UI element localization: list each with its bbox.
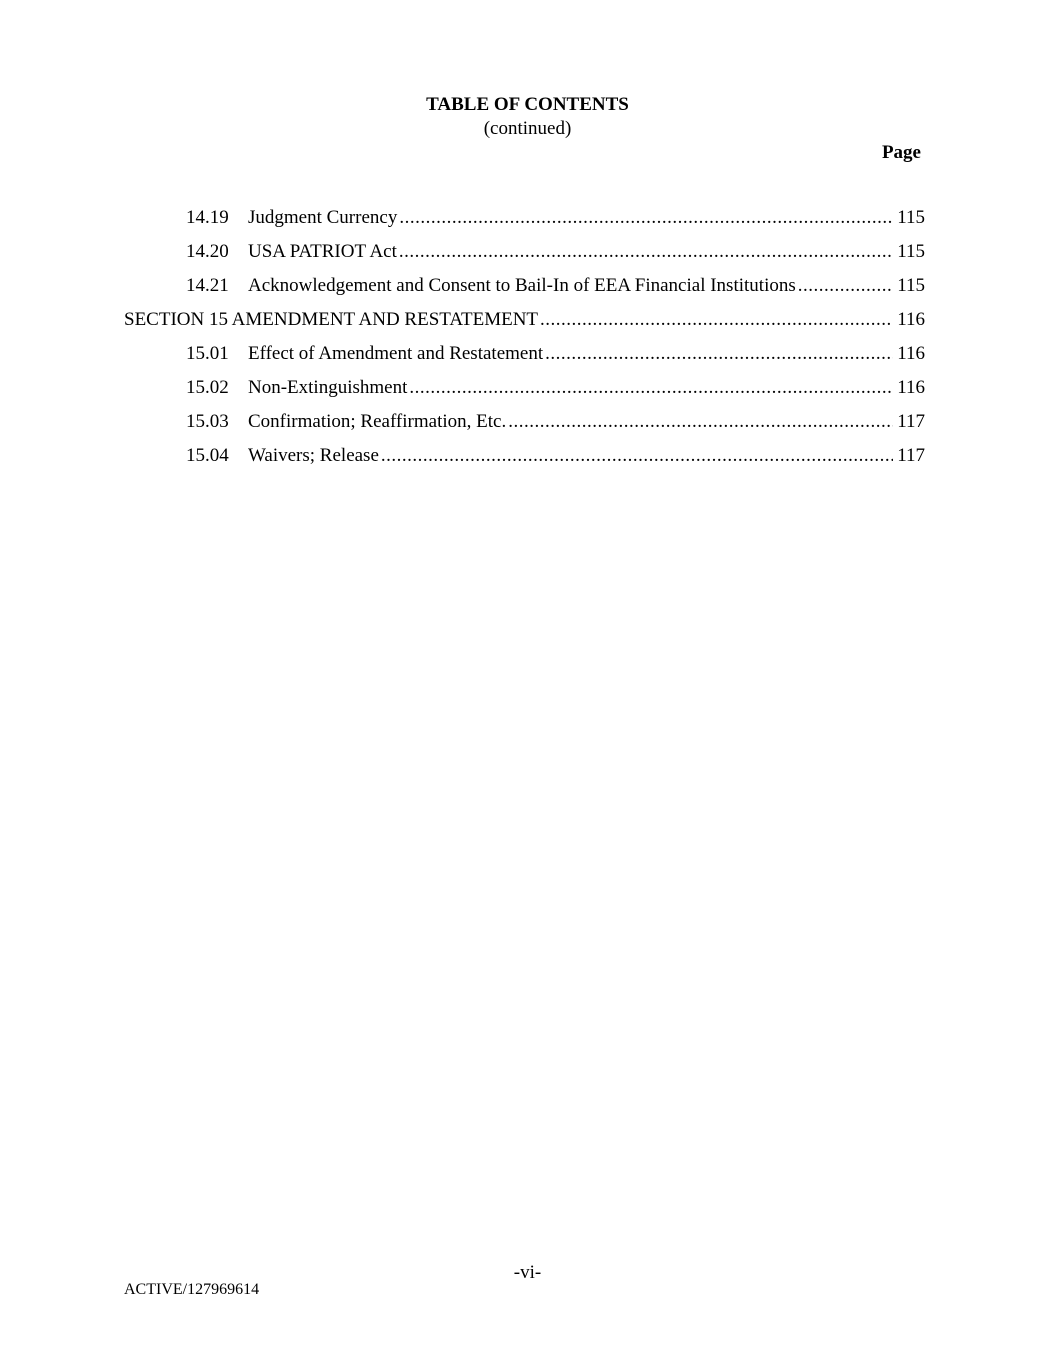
entry-page: 117 [897,411,925,432]
entry-title: Effect of Amendment and Restatement [248,343,544,364]
entry-number: 15.02 [186,377,229,398]
entry-number: 15.04 [186,445,229,466]
toc-entry[interactable] [186,240,925,264]
toc-subtitle: (continued) [483,118,572,139]
dot-leader [409,376,893,400]
entry-number: 14.19 [186,207,229,228]
entry-title: SECTION 15 AMENDMENT AND RESTATEMENT [124,309,539,330]
entry-page: 115 [897,275,925,296]
entry-page: 115 [897,207,925,228]
dot-leader [508,410,893,434]
document-id: ACTIVE/127969614 [124,1281,260,1298]
entry-number: 14.20 [186,241,229,262]
toc-title: TABLE OF CONTENTS [426,94,629,115]
entry-title: Waivers; Release [248,445,379,466]
entry-number: 14.21 [186,275,229,296]
toc-entry[interactable] [186,342,925,366]
entry-title: Non-Extinguishment [248,377,408,398]
toc-section-entry[interactable] [124,308,925,332]
toc-entry[interactable] [186,444,925,468]
page-column-label: Page [881,142,921,163]
entry-page: 116 [897,309,925,330]
entry-page: 116 [897,343,925,364]
footer-page-number: -vi- [513,1262,542,1283]
entry-number: 15.01 [186,343,229,364]
entry-title: Acknowledgement and Consent to Bail-In of EEA Financial Institutions [248,275,796,296]
dot-leader [381,444,893,468]
entry-page: 115 [897,241,925,262]
toc-entry[interactable] [186,376,925,400]
entry-page: 117 [897,445,925,466]
entry-title: Confirmation; Reaffirmation, Etc. [248,411,507,432]
dot-leader [399,240,893,264]
entry-page: 116 [897,377,925,398]
entry-number: 15.03 [186,411,229,432]
dot-leader [798,274,893,298]
dot-leader [540,308,893,332]
entry-title: Judgment Currency [248,207,398,228]
dot-leader [399,206,893,230]
entry-title: USA PATRIOT Act [248,241,397,262]
toc-entry[interactable] [186,274,925,298]
toc-entry[interactable] [186,206,925,230]
toc-entry[interactable] [186,410,925,434]
dot-leader [545,342,893,366]
